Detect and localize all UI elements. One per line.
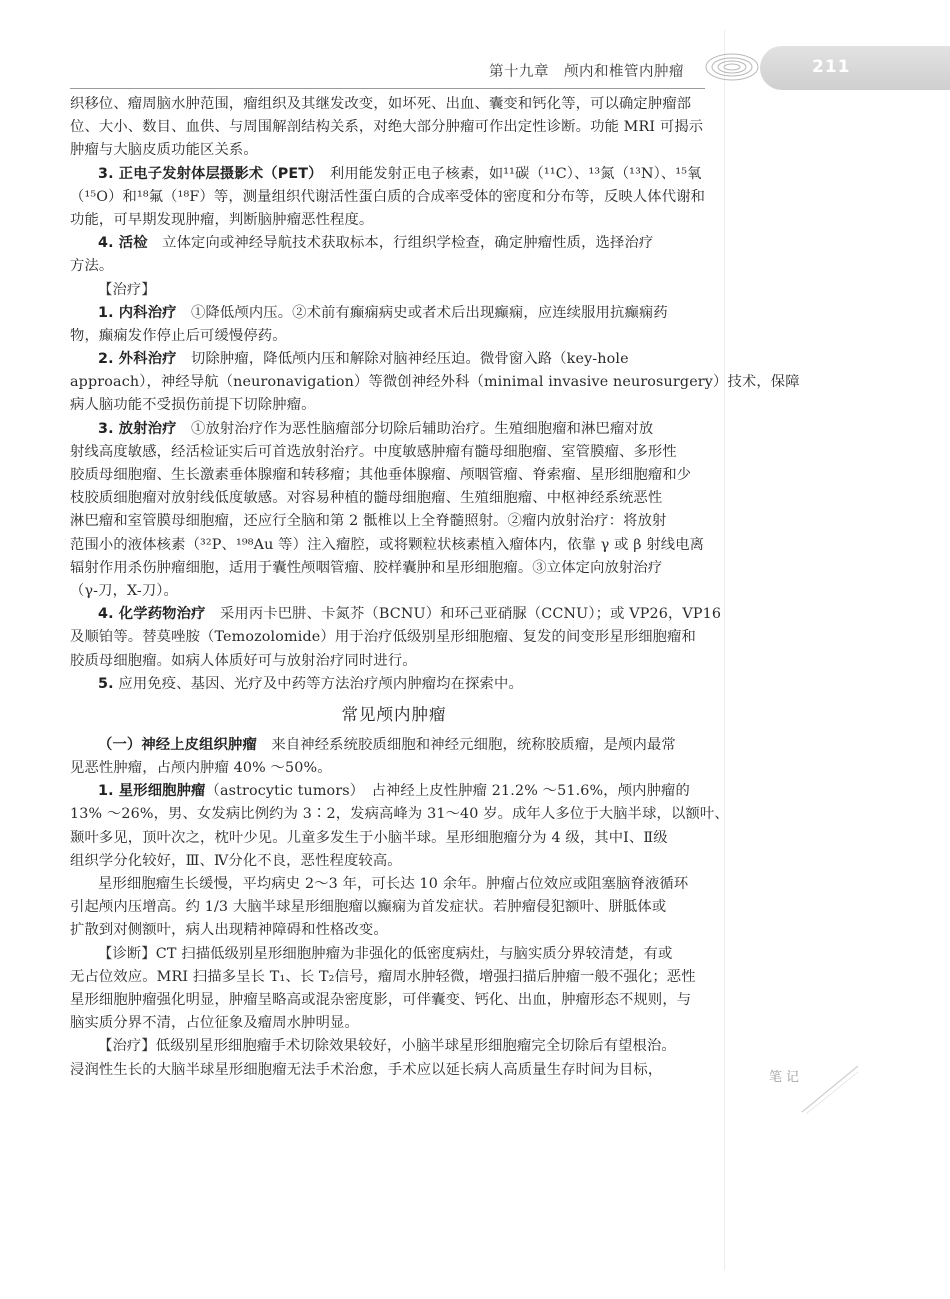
text-line [70,896,718,919]
item-heading: 3. 正电子发射体层摄影术（PET） [98,165,316,182]
item-heading: 3. 放射治疗 [98,420,177,437]
line-text: 立体定向或神经导航技术获取标本，行组织学检查，确定肿瘤性质，选择治疗 [147,235,654,252]
text-line [70,943,718,966]
swirl-decoration-icon [702,48,762,86]
line-text: 胶质母细胞瘤。如病人体质好可与放射治疗同时进行。 [70,652,417,669]
text-line [70,93,718,116]
line-text: 辐射作用杀伤肿瘤细胞，适用于囊性颅咽管瘤、胶样囊肿和星形细胞瘤。③立体定向放射治疗 [70,559,663,576]
line-text: （astrocytic tumors） 占神经上皮性肿瘤 21.2% ～51.6%，颅内肿瘤的 [205,783,690,800]
text-line [70,510,718,533]
line-text: 利用能发射正电子核素，如¹¹碳（¹¹C）、¹³氮（¹³N）、¹⁵氧 [315,165,702,182]
text-line [70,757,718,780]
notes-label: 笔记 [769,1070,804,1085]
line-text: 无占位效应。MRI 扫描多呈长 T₁、长 T₂信号，瘤周水肿轻微，增强扫描后肿瘤一般不强化；恶性 [70,968,696,985]
line-text: 位、大小、数目、血供、与周围解剖结构关系，对绝大部分肿瘤可作出定性诊断。功能 MRI 可揭示 [70,119,704,136]
text-line [70,418,718,441]
line-text: 功能，可早期发现肿瘤，判断脑肿瘤恶性程度。 [70,211,374,228]
item-heading: 1. 内科治疗 [98,304,177,321]
text-line [70,919,718,942]
item-heading: 1. 星形细胞肿瘤 [98,783,206,800]
text-line [70,803,729,826]
line-text: 胶质母细胞瘤、生长激素垂体腺瘤和转移瘤；其他垂体腺瘤、颅咽管瘤、脊索瘤、星形细胞瘤和少 [70,467,692,483]
line-text: （γ-刀，X-刀）。 [70,582,179,599]
text-line [70,487,718,510]
text-line [70,966,718,989]
line-text: CT 扫描低级别星形细胞肿瘤为非强化的低密度病灶，与脑实质分界较清楚，有或 [155,945,673,962]
paragraph-block-1 [70,93,800,696]
line-text: 切除肿瘤，降低颅内压和解除对脑神经压迫。微骨窗入路（key-hole [176,351,629,368]
margin-line [724,30,725,1270]
header-rule [70,88,705,89]
text-line [70,1012,718,1035]
text-line [70,850,718,873]
text-line [70,302,718,325]
text-line [70,186,718,209]
text-line [70,163,718,186]
text-line [70,139,718,162]
line-text: 织移位、瘤周脑水肿范围，瘤组织及其继发改变，如坏死、出血、囊变和钙化等，可以确定肿瘤部 [70,96,692,112]
text-line [70,780,718,803]
line-text: 低级别星形细胞瘤手术切除效果较好，小脑半球星形细胞瘤完全切除后有望根治。 [155,1038,676,1055]
line-text: 见恶性肿瘤，占颅内肿瘤 40% ～50%。 [70,760,332,777]
page-tab [760,46,950,90]
line-text: ①降低颅内压。②术前有癫痫病史或者术后出现癫痫，应连续服用抗癫痫药 [176,304,668,321]
text-line [70,673,718,696]
item-heading: （一）神经上皮组织肿瘤 [98,736,257,753]
item-heading: 2. 外科治疗 [98,351,177,368]
line-text: approach），神经导航（neuronavigation）等微创神经外科（minimal invasive neurosurgery）技术，保障 [70,374,800,391]
line-text: 脑实质分界不清，占位征象及瘤周水肿明显。 [70,1015,359,1032]
item-heading: 5. [98,675,114,692]
text-line [70,873,718,896]
line-text: 扩散到对侧额叶，病人出现精神障碍和性格改变。 [70,922,388,939]
section-title: 常见颅内肿瘤 [341,704,447,724]
text-line [70,626,718,649]
pen-stroke-icon [800,1062,860,1117]
line-text: 枝胶质细胞瘤对放射线低度敏感。对容易种植的髓母细胞瘤、生殖细胞瘤、中枢神经系统恶性 [70,490,663,507]
text-line [70,232,718,255]
text-line [70,1059,718,1082]
text-line [70,371,800,394]
line-text: 星形细胞瘤生长缓慢，平均病史 2～3 年，可长达 10 余年。肿瘤占位效应或阻塞脑脊液循环 [98,876,689,892]
line-text: 采用丙卡巴肼、卡氮芥（BCNU）和环己亚硝脲（CCNU）；或 VP26，VP16 [205,606,722,623]
text-line [70,279,718,302]
text-line [70,827,718,850]
text-line [70,116,718,139]
line-text: 星形细胞肿瘤强化明显，肿瘤呈略高或混杂密度影，可伴囊变、钙化、出血，肿瘤形态不规则，与 [70,991,692,1008]
line-text: 组织学分化较好，Ⅲ、Ⅳ分化不良，恶性程度较高。 [70,852,402,869]
text-line [70,557,718,580]
section-tag: 【治疗】 [98,1038,156,1055]
text-line [70,603,722,626]
line-text: 射线高度敏感，经活检证实后可首选放射治疗。中度敏感肿瘤有髓母细胞瘤、室管膜瘤、多形性 [70,443,677,460]
text-line [70,255,718,278]
line-text: 及顺铂等。替莫唑胺（Temozolomide）用于治疗低级别星形细胞瘤、复发的间变形星形细胞瘤和 [70,629,696,646]
line-text: 方法。 [70,258,114,275]
text-line [70,464,718,487]
line-text: 来自神经系统胶质细胞和神经元细胞，统称胶质瘤，是颅内最常 [256,736,676,753]
text-line [70,534,718,557]
line-text: 浸润性生长的大脑半球星形细胞瘤无法手术治愈，手术应以延长病人高质量生存时间为目标， [70,1061,663,1078]
line-text: 物，癫痫发作停止后可缓慢停药。 [70,327,287,344]
section-tag: 【治疗】 [98,281,156,298]
line-text: 13% ～26%，男、女发病比例约为 3∶2，发病高峰为 31～40 岁。成年人多位于大脑半球，以额叶、 [70,806,729,823]
line-text: 肿瘤与大脑皮质功能区关系。 [70,142,258,159]
text-line [70,348,718,371]
section-tag: 【诊断】 [98,945,156,962]
text-line [70,441,718,464]
text-line [70,650,718,673]
text-line [70,394,718,417]
line-text: 淋巴瘤和室管膜母细胞瘤，还应行全脑和第 2 骶椎以上全脊髓照射。②瘤内放射治疗：将放射 [70,513,667,530]
item-heading: 4. 化学药物治疗 [98,606,206,623]
chapter-title: 第十九章 颅内和椎管内肿瘤 [489,64,684,80]
line-text: 颞叶多见，顶叶次之，枕叶少见。儿童多发生于小脑半球。星形细胞瘤分为 4 级，其中Ⅰ、Ⅱ级 [70,829,668,846]
text-line [70,989,718,1012]
text-line [70,325,718,348]
text-line [70,209,718,232]
text-line [70,1035,718,1058]
line-text: ①放射治疗作为恶性脑瘤部分切除后辅助治疗。生殖细胞瘤和淋巴瘤对放 [176,420,654,437]
page-number: 211 [812,57,851,77]
line-text: 应用免疫、基因、光疗及中药等方法治疗颅内肿瘤均在探索中。 [113,675,523,692]
line-text: 病人脑功能不受损伤前提下切除肿瘤。 [70,397,316,414]
line-text: 引起颅内压增高。约 1/3 大脑半球星形细胞瘤以癫痫为首发症状。若肿瘤侵犯额叶、胼胝体或 [70,899,667,916]
paragraph-block-2 [70,734,729,1082]
text-line [70,580,718,603]
line-text: （¹⁵O）和¹⁸氟（¹⁸F）等，测量组织代谢活性蛋白质的合成率受体的密度和分布等，反映人体代谢和 [70,188,706,205]
line-text: 范围小的液体核素（³²P、¹⁹⁸Au 等）注入瘤腔，或将颗粒状核素植入瘤体内，依靠 γ 或 β 射线电离 [70,536,705,553]
text-line [70,734,718,757]
item-heading: 4. 活检 [98,235,148,252]
